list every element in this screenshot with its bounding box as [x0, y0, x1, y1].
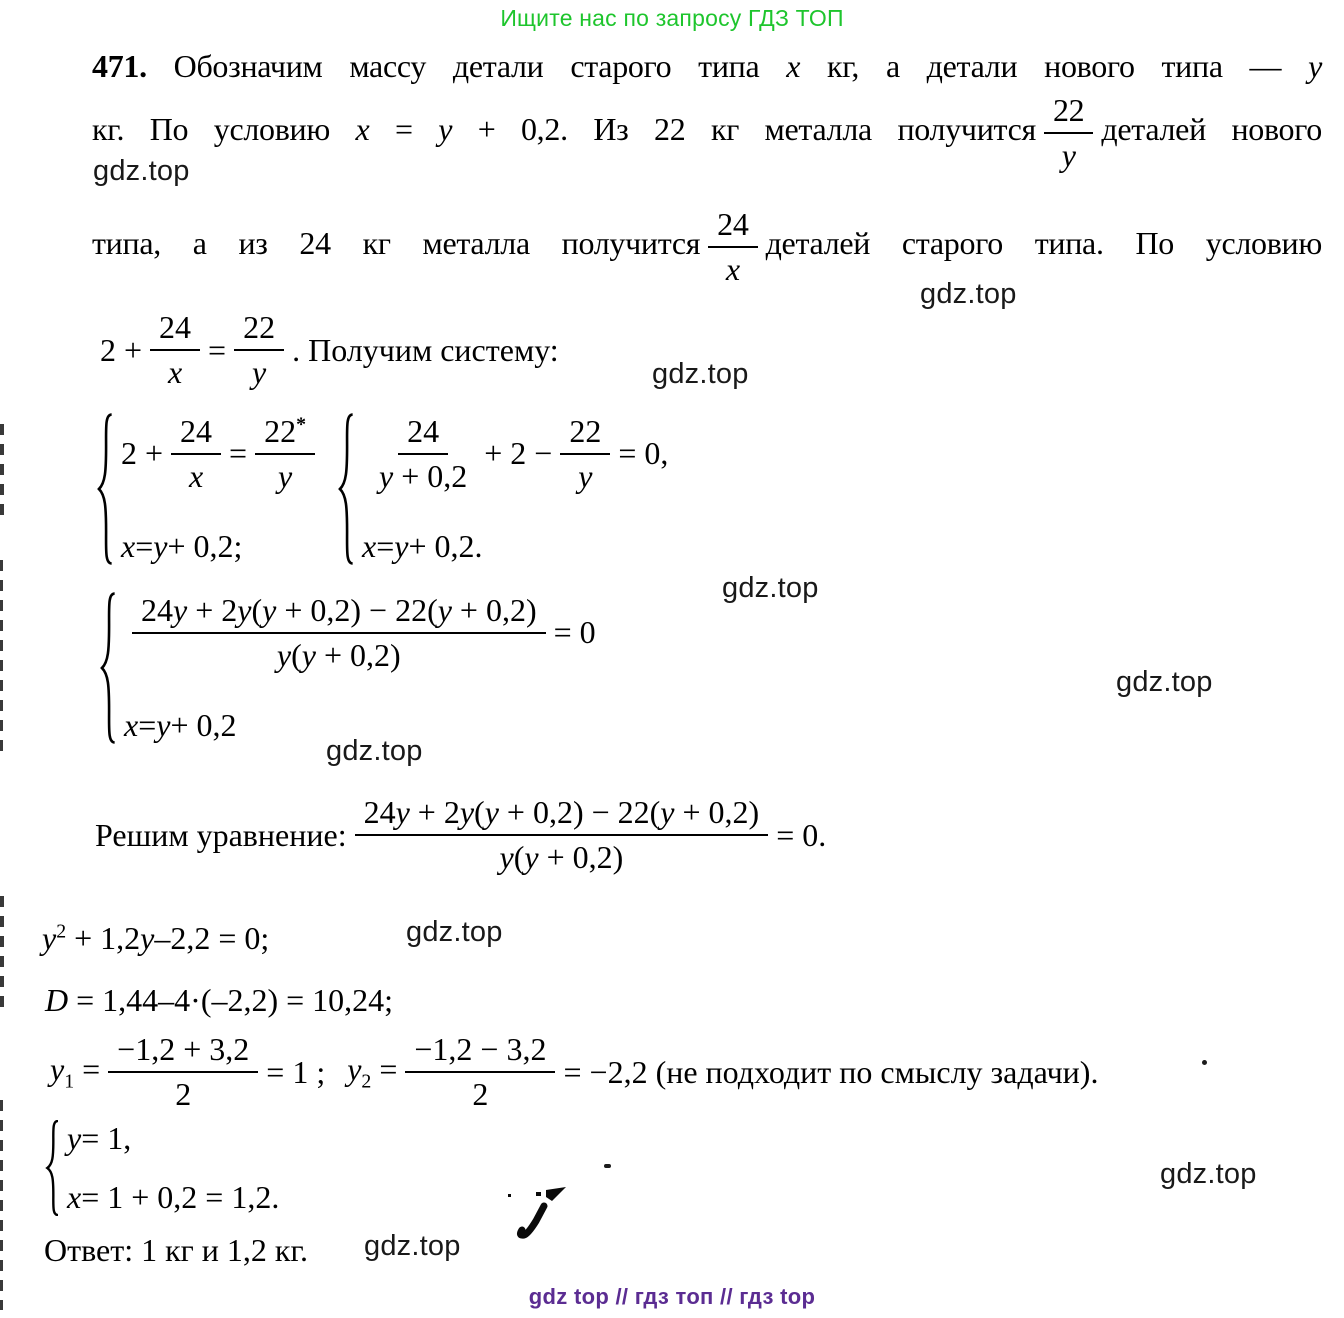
watermark: gdz.top [364, 1230, 461, 1262]
watermark: gdz.top [1160, 1158, 1257, 1190]
big-fraction [355, 794, 769, 876]
system-1-equation-2: x = y + 0,2; [121, 528, 243, 564]
system-3 [98, 592, 596, 744]
fraction-22-over-y-starred [255, 413, 315, 495]
numerator: 22* [255, 413, 315, 455]
fraction-24-over-x [171, 413, 221, 495]
numerator: 24 [708, 206, 757, 248]
curly-brace-icon [95, 413, 114, 565]
promo-header: Ищите нас по запросу ГДЗ ТОП [500, 5, 844, 31]
paragraph-2 [92, 82, 1322, 176]
denominator: y(y + 0,2) [499, 839, 624, 875]
watermark: gdz.top [326, 735, 423, 767]
denominator: x [167, 354, 183, 390]
root-2-fraction [405, 1031, 555, 1113]
eq-mid: = [229, 435, 248, 472]
paragraph-3 [92, 196, 1322, 290]
numerator: 22 [234, 309, 284, 351]
eq-post: = 0, [618, 435, 669, 472]
denominator: y [578, 457, 593, 494]
denominator: 2 [472, 1076, 489, 1112]
big-fraction [132, 592, 546, 674]
system-2 [336, 413, 668, 565]
fraction-24-over-x [150, 309, 200, 391]
scan-artifact [0, 1100, 3, 1310]
pen-mark [508, 1182, 578, 1240]
watermark: gdz.top [920, 278, 1017, 310]
watermark: gdz.top [722, 572, 819, 604]
discriminant-equation: D = 1,44–4·(–2,2) = 10,24; [45, 982, 394, 1018]
numerator: 24 [150, 309, 200, 351]
paragraph-1: 471. Обозначим массу детали старого типа x кг, а детали нового типа — y [92, 48, 1322, 84]
paragraph-3-text-pre: типа, а из 24 кг металла получится [92, 225, 701, 261]
watermark: gdz.top [652, 358, 749, 390]
paragraph-3-text-post: деталей старого типа. По условию [765, 225, 1322, 261]
system-3-equation-2: x = y + 0,2 [124, 707, 237, 743]
denominator: y [277, 457, 293, 494]
eq-pre: 2 + [121, 435, 164, 472]
denominator: y [251, 354, 267, 390]
curly-brace-icon [44, 1120, 60, 1216]
answer-line: Ответ: 1 кг и 1,2 кг. [44, 1232, 308, 1268]
footer-keywords: gdz top // гдз топ // гдз top [528, 1284, 816, 1309]
fraction-24-over-y-plus-02 [370, 413, 476, 495]
numerator: −1,2 − 3,2 [405, 1031, 555, 1073]
root-2-pre: $y_2$ = [347, 1050, 398, 1093]
equation-sum [100, 306, 559, 394]
quadratic-equation: $y^2 + 1,2y-2,2 = 0$; [42, 920, 270, 956]
numerator: 24 [398, 413, 448, 455]
numerator: 24 [171, 413, 221, 455]
system-4 [44, 1120, 279, 1216]
system-1 [95, 413, 323, 565]
roots-line [50, 1022, 1098, 1122]
watermark: gdz.top [93, 155, 190, 187]
system-1-equation-1 [121, 413, 323, 495]
solve-post: = 0. [776, 816, 827, 853]
denominator: x [725, 250, 740, 287]
root-2-post: = −2,2 (не подходит по смыслу задачи). [563, 1053, 1099, 1090]
system-2-equation-1 [362, 413, 668, 495]
system-4-equation-2: x = 1 + 0,2 = 1,2. [67, 1179, 280, 1215]
scan-artifact [0, 424, 4, 520]
fraction-22-over-y [234, 309, 284, 391]
paragraph-2-text-pre: кг. По условию x = y + 0,2. Из 22 кг металла получится [92, 111, 1036, 147]
denominator: 2 [175, 1076, 192, 1112]
equation-sum-pre: 2 + [100, 331, 143, 368]
system-3-equation-1 [124, 592, 596, 674]
numerator: −1,2 + 3,2 [108, 1031, 258, 1073]
system-2-equation-2: x = y + 0,2. [362, 528, 483, 564]
scan-artifact [0, 896, 4, 1016]
numerator: 24y + 2y(y + 0,2) − 22(y + 0,2) [132, 592, 546, 634]
numerator: 22 [560, 413, 610, 455]
eq-post: = 0 [553, 614, 596, 651]
numerator: 24y + 2y(y + 0,2) − 22(y + 0,2) [355, 794, 769, 836]
root-1-fraction [108, 1031, 258, 1113]
system-4-equation-1: y = 1, [67, 1120, 132, 1156]
scan-speck [604, 1164, 611, 1168]
fraction-22-over-y [560, 413, 610, 495]
equation-sum-mid: = [208, 331, 227, 368]
eq-mid: + 2 − [484, 435, 553, 472]
denominator: y [1061, 136, 1076, 173]
numerator: 22 [1044, 92, 1093, 134]
denominator: x [188, 457, 204, 494]
fraction-24-over-x [708, 206, 757, 288]
equation-sum-post: . Получим систему: [292, 331, 559, 368]
watermark: gdz.top [406, 916, 503, 948]
solve-equation [95, 780, 826, 890]
denominator: y + 0,2 [379, 457, 468, 494]
scan-artifact [0, 560, 3, 760]
fraction-22-over-y [1044, 92, 1093, 174]
root-1-pre: $y_1$ = [50, 1050, 101, 1093]
solve-label: Решим уравнение: [95, 816, 347, 853]
scan-speck [1202, 1060, 1207, 1065]
root-1-post: = 1 ; [266, 1053, 326, 1090]
watermark: gdz.top [1116, 666, 1213, 698]
denominator: y(y + 0,2) [276, 636, 401, 673]
curly-brace-icon [336, 413, 355, 565]
curly-brace-icon [98, 592, 117, 744]
paragraph-2-text-post: деталей нового [1101, 111, 1322, 147]
